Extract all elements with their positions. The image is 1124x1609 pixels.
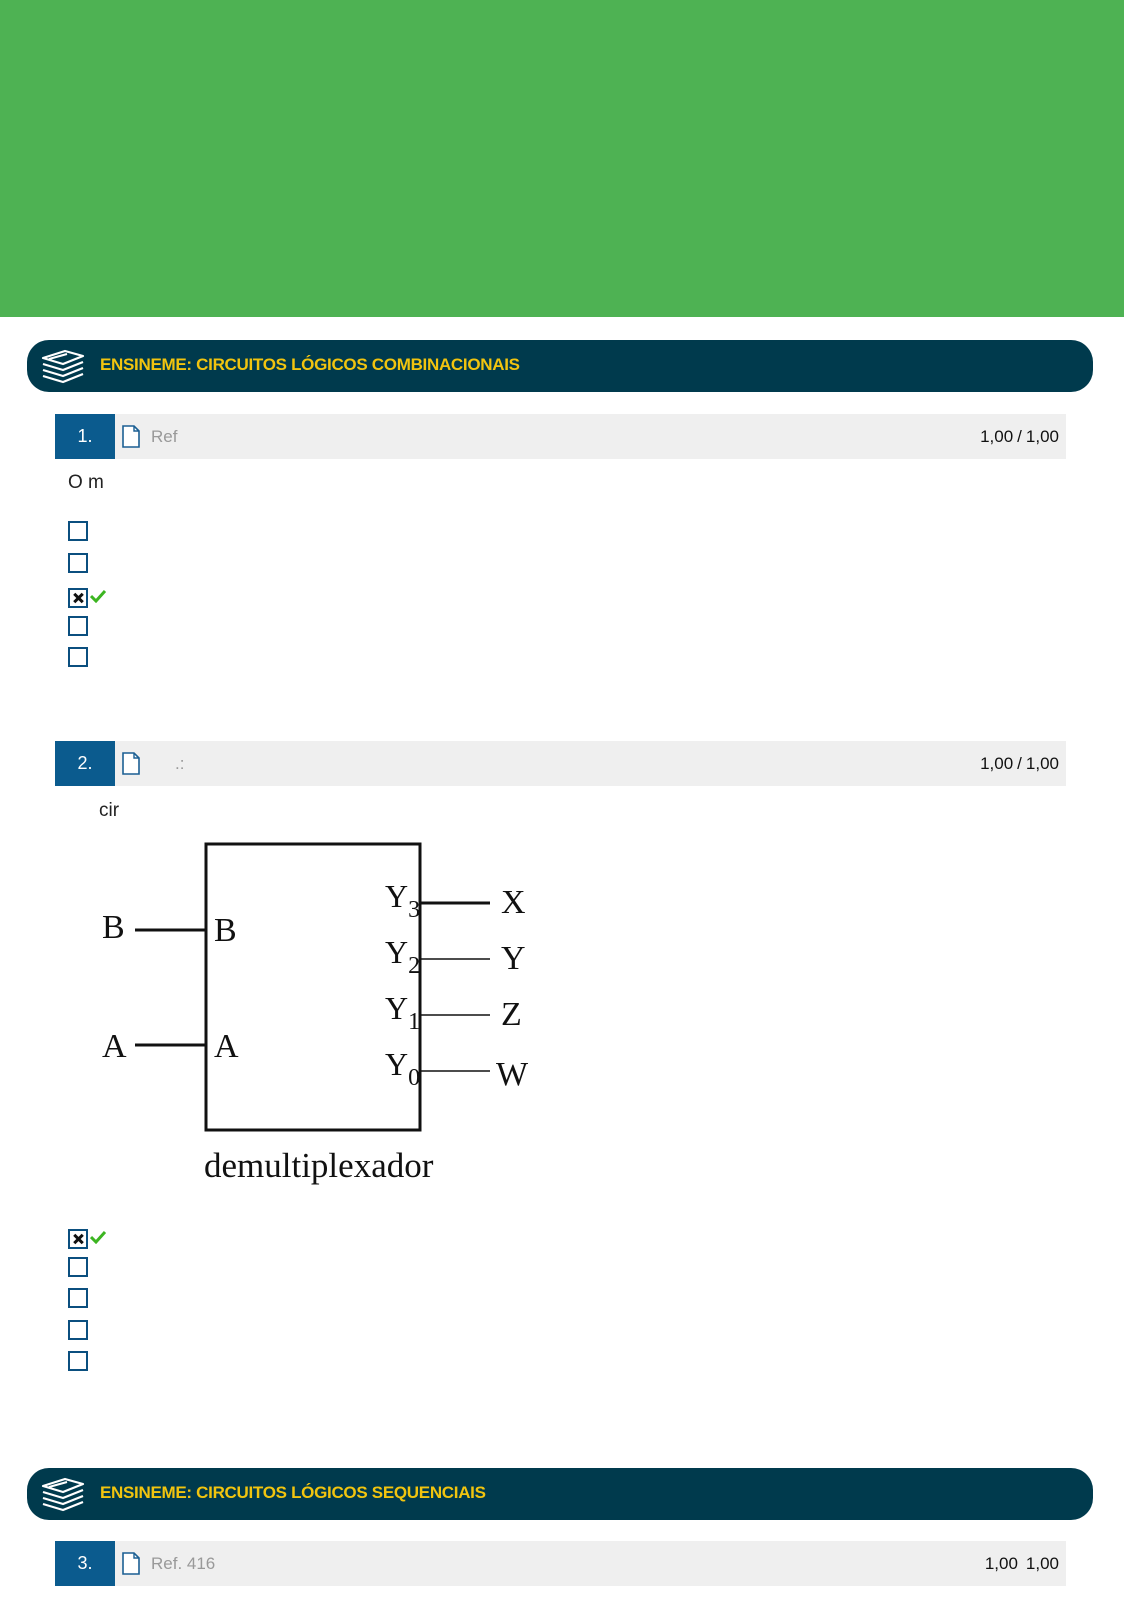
section-title: ENSINEME: CIRCUITOS LÓGICOS COMBINACIONAIS — [100, 355, 520, 374]
question-number: 1. — [55, 414, 115, 459]
output-pin-y2: $Y_2$ — [385, 934, 421, 979]
checkbox[interactable] — [68, 1288, 88, 1308]
document-icon — [122, 752, 140, 775]
q2-option-a[interactable] — [68, 1229, 128, 1251]
output-pin-y1: $Y_1$ — [385, 990, 421, 1035]
checkbox[interactable] — [68, 553, 88, 573]
section-title: ENSINEME: CIRCUITOS LÓGICOS SEQUENCIAIS — [100, 1483, 486, 1502]
input-label-b: B — [102, 909, 125, 946]
top-banner — [0, 0, 1124, 317]
q2-option-b[interactable] — [68, 1257, 128, 1279]
checkbox-checked[interactable] — [68, 588, 88, 608]
question-header-3 — [55, 1541, 1066, 1586]
question-header-2 — [55, 741, 1066, 786]
q2-option-e[interactable] — [68, 1351, 128, 1373]
checkbox[interactable] — [68, 616, 88, 636]
output-pin-y3: $Y_3$ — [385, 878, 421, 923]
checkbox[interactable] — [68, 1351, 88, 1371]
q2-option-d[interactable] — [68, 1320, 128, 1342]
q1-option-b[interactable] — [68, 553, 128, 575]
q1-option-c[interactable] — [68, 588, 128, 610]
question-number: 3. — [55, 1541, 115, 1586]
section-header-sequential — [27, 1468, 1093, 1520]
question-ref: .: — [175, 754, 185, 773]
correct-check-icon — [90, 1230, 106, 1244]
output-pin-y0: $Y_0$ — [385, 1046, 421, 1091]
checkbox[interactable] — [68, 521, 88, 541]
inner-input-b: B — [214, 912, 237, 949]
q1-option-a[interactable] — [68, 521, 128, 543]
question-header-1 — [55, 414, 1066, 459]
output-label-x: X — [501, 884, 526, 921]
output-label-y: Y — [501, 940, 526, 977]
q1-option-d[interactable] — [68, 616, 128, 638]
question-ref: Ref. 416 — [151, 1554, 216, 1573]
checkbox[interactable] — [68, 1320, 88, 1340]
demultiplexer-diagram — [88, 835, 548, 1195]
question-score: 1,00 / 1,00 — [980, 754, 1059, 773]
question-score: 1,00 1,00 — [984, 1554, 1059, 1573]
inner-input-a: A — [214, 1028, 239, 1065]
document-icon — [122, 425, 140, 448]
q1-option-e[interactable] — [68, 647, 128, 669]
question-text-1: O m — [68, 472, 104, 493]
checkbox-checked[interactable] — [68, 1229, 88, 1249]
question-text-2: cir — [99, 800, 120, 821]
checkbox[interactable] — [68, 1257, 88, 1277]
books-icon — [39, 346, 87, 386]
document-icon — [122, 1552, 140, 1575]
output-label-w: W — [496, 1056, 529, 1093]
input-label-a: A — [102, 1028, 127, 1065]
books-icon — [39, 1474, 87, 1514]
checkbox[interactable] — [68, 647, 88, 667]
section-header-combinational — [27, 340, 1093, 392]
question-number: 2. — [55, 741, 115, 786]
output-label-z: Z — [501, 996, 522, 1033]
question-score: 1,00 / 1,00 — [980, 427, 1059, 446]
diagram-caption: demultiplexador — [204, 1146, 434, 1185]
correct-check-icon — [90, 589, 106, 603]
question-ref: Ref — [151, 427, 178, 446]
q2-option-c[interactable] — [68, 1288, 128, 1310]
